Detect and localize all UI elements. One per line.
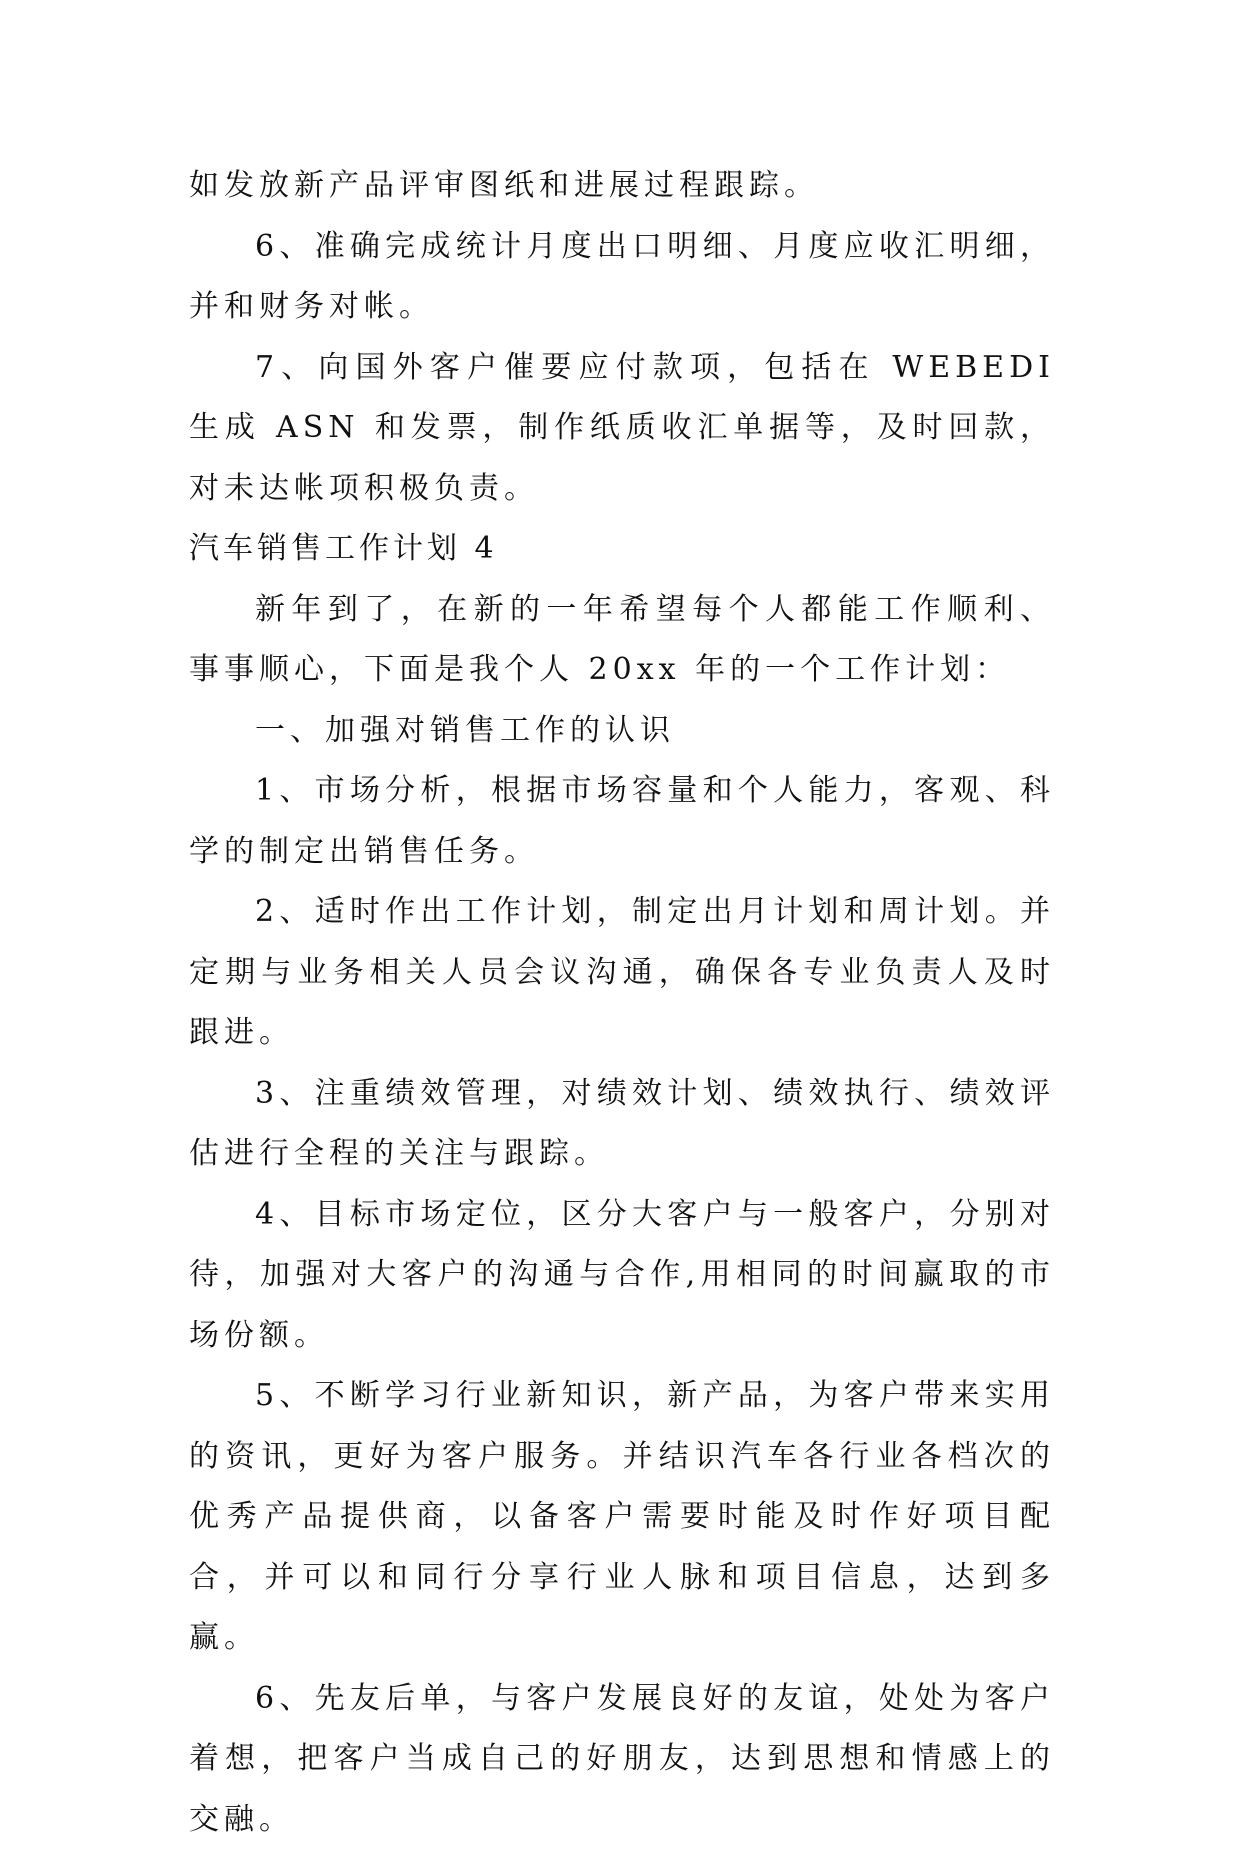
paragraph-subheading: 一、加强对销售工作的认识: [189, 701, 1055, 762]
document-body: [189, 156, 1055, 1850]
paragraph-intro: 新年到了，在新的一年希望每个人都能工作顺利、事事顺心，下面是我个人 20xx 年的一个工作计划：: [189, 580, 1055, 701]
paragraph-item-3: 3、注重绩效管理，对绩效计划、绩效执行、绩效评估进行全程的关注与跟踪。: [189, 1064, 1055, 1185]
paragraph-item-6: 6、先友后单，与客户发展良好的友谊，处处为客户着想，把客户当成自己的好朋友，达到思想和情感上的交融。: [189, 1669, 1055, 1850]
paragraph-item-1: 1、市场分析，根据市场容量和个人能力，客观、科学的制定出销售任务。: [189, 761, 1055, 882]
paragraph-item-7-payments: 7、向国外客户催要应付款项，包括在 WEBEDI 生成 ASN 和发票，制作纸质收汇单据等，及时回款，对未达帐项积极负责。: [189, 338, 1055, 520]
paragraph-item-4: 4、目标市场定位，区分大客户与一般客户，分别对待，加强对大客户的沟通与合作,用相同的时间赢取的市场份额。: [189, 1185, 1055, 1367]
paragraph-continuation: 如发放新产品评审图纸和进展过程跟踪。: [189, 156, 1055, 217]
section-heading: 汽车销售工作计划 4: [189, 519, 1055, 580]
paragraph-item-2: 2、适时作出工作计划，制定出月计划和周计划。并定期与业务相关人员会议沟通，确保各专业负责人及时跟进。: [189, 882, 1055, 1064]
paragraph-item-6-statistics: 6、准确完成统计月度出口明细、月度应收汇明细，并和财务对帐。: [189, 217, 1055, 338]
paragraph-item-5: 5、不断学习行业新知识，新产品，为客户带来实用的资讯，更好为客户服务。并结识汽车各行业各档次的优秀产品提供商，以备客户需要时能及时作好项目配合，并可以和同行分享行业人脉和项目信息，达到多赢。: [189, 1366, 1055, 1669]
